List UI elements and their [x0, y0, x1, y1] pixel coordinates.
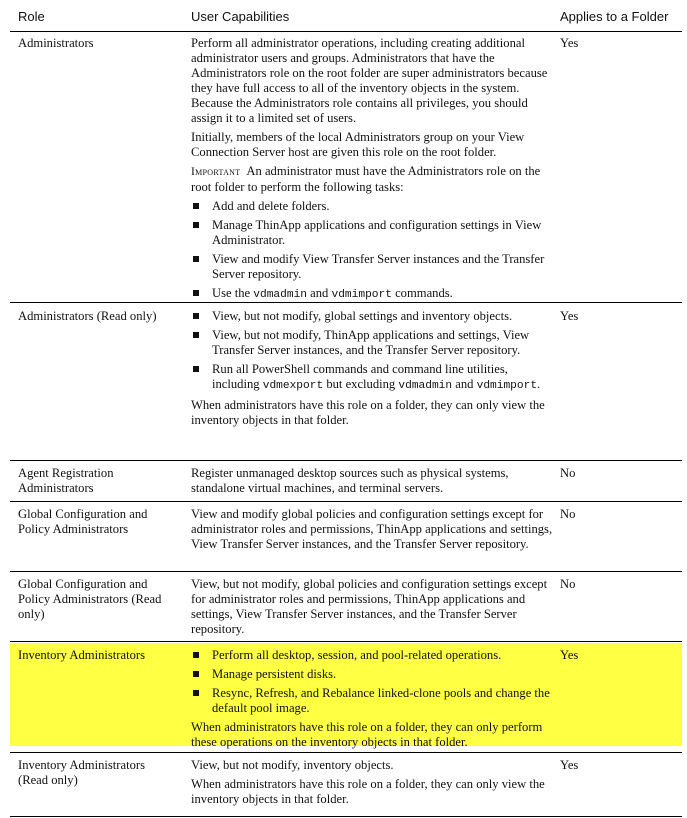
capability-text: View, but not modify, inventory objects.: [191, 758, 394, 772]
role-name: Inventory Administrators: [18, 648, 145, 662]
capability-text: When administrators have this role on a folder, they can only view the inventory objects in that folder.: [191, 777, 545, 806]
applies-value: No: [560, 466, 576, 480]
square-bullet-icon: [193, 332, 199, 338]
header-capabilities: User Capabilities: [191, 9, 290, 24]
command-vdmexport: vdmexport: [262, 380, 324, 392]
important-note: Important An administrator must have the Administrators role on the root folder to perform the following tasks:: [191, 164, 541, 194]
capability-text: View and modify global policies and configuration settings except for administrator roles and permissions, ThinApp applications and settings, View Transfer Server instances, and the Transfer Server repository.: [191, 507, 553, 551]
role-name: Administrators (Read only): [18, 309, 157, 323]
bullet-list: [191, 309, 557, 394]
table-row: [10, 461, 682, 501]
divider: [10, 641, 682, 642]
table-row: [10, 753, 682, 815]
capability-text: Perform all administrator operations, including creating additional administrator users and groups. Administrators that have the Administrators role on the root folder are super administrators because they have full access to all of the inventory objects in the system. Because the Administrators role contains all privileges, you should assign it to a limited set of users.: [191, 36, 548, 125]
square-bullet-icon: [193, 222, 199, 228]
list-item: Run all PowerShell commands and command line utilities, including vdmexport but excluding vdmadmin and vdmimport.: [191, 362, 557, 394]
applies-value: No: [560, 507, 576, 521]
capabilities: [191, 36, 557, 307]
capabilities: [191, 466, 557, 500]
capabilities: [191, 758, 557, 811]
applies-value: Yes: [560, 36, 579, 50]
header-applies: Applies to a Folder: [560, 9, 669, 24]
command-vdmadmin: vdmadmin: [253, 289, 307, 301]
table-row-highlighted: [10, 643, 682, 749]
capabilities: [191, 648, 557, 754]
square-bullet-icon: [193, 203, 199, 209]
bullet-list: [191, 199, 557, 303]
divider: [10, 816, 682, 817]
square-bullet-icon: [193, 652, 199, 658]
capability-text: Register unmanaged desktop sources such as physical systems, standalone virtual machines, and terminal servers.: [191, 466, 509, 495]
list-item: Use the vdmadmin and vdmimport commands.: [191, 286, 557, 303]
capability-text: View, but not modify, global policies and configuration settings except for administrator roles and permissions, ThinApp applications and settings, View Transfer Server instances, and the Transfer Server repository.: [191, 577, 548, 636]
table-row: [10, 32, 682, 300]
applies-value: Yes: [560, 309, 579, 323]
list-item: View, but not modify, ThinApp applications and settings, View Transfer Server instances, and the Transfer Server repository.: [191, 328, 557, 358]
square-bullet-icon: [193, 256, 199, 262]
capability-text: When administrators have this role on a folder, they can only perform these operations on the inventory objects in that folder.: [191, 720, 543, 749]
applies-value: Yes: [560, 648, 579, 662]
list-item: Manage persistent disks.: [191, 667, 557, 682]
table-row: [10, 502, 682, 570]
bullet-list: [191, 648, 557, 716]
command-vdmimport: vdmimport: [476, 380, 538, 392]
list-item: Manage ThinApp applications and configuration settings in View Administrator.: [191, 218, 557, 248]
command-vdmadmin: vdmadmin: [398, 380, 453, 392]
applies-value: Yes: [560, 758, 579, 772]
square-bullet-icon: [193, 671, 199, 677]
list-item: View and modify View Transfer Server instances and the Transfer Server repository.: [191, 252, 557, 282]
list-item: Resync, Refresh, and Rebalance linked-clone pools and change the default pool image.: [191, 686, 557, 716]
square-bullet-icon: [193, 313, 199, 319]
command-vdmimport: vdmimport: [331, 289, 392, 301]
list-item: Add and delete folders.: [191, 199, 557, 214]
table-row: [10, 572, 682, 640]
table-row: [10, 303, 682, 459]
capabilities: [191, 507, 557, 556]
square-bullet-icon: [193, 690, 199, 696]
role-name: Global Configuration and Policy Administrators (Read only): [18, 577, 162, 621]
role-name: Inventory Administrators (Read only): [18, 758, 145, 787]
role-name: Agent Registration Administrators: [18, 466, 114, 495]
applies-value: No: [560, 577, 576, 591]
list-item: Perform all desktop, session, and pool-related operations.: [191, 648, 557, 663]
capabilities: [191, 309, 557, 432]
role-name: Administrators: [18, 36, 94, 50]
square-bullet-icon: [193, 366, 199, 372]
role-name: Global Configuration and Policy Administrators: [18, 507, 148, 536]
header-role: Role: [18, 9, 45, 24]
square-bullet-icon: [193, 290, 199, 296]
capability-text: Initially, members of the local Administrators group on your View Connection Server host are given this role on the root folder.: [191, 130, 525, 159]
capability-text: When administrators have this role on a folder, they can only view the inventory objects in that folder.: [191, 398, 545, 427]
important-label: Important: [191, 166, 241, 178]
capabilities: [191, 577, 557, 641]
list-item: View, but not modify, global settings and inventory objects.: [191, 309, 557, 324]
table-header: [0, 0, 687, 32]
